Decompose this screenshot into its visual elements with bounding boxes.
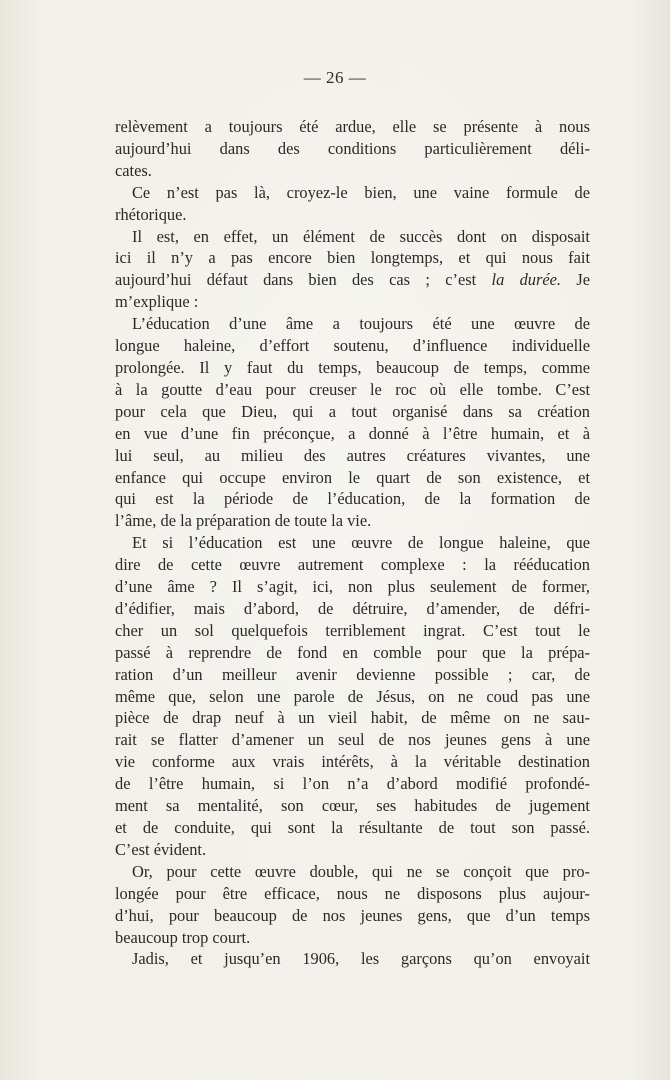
page-number: — 26 —	[303, 68, 367, 87]
text-line-content: vie conforme aux vrais intérêts, à la véritable destination	[115, 752, 590, 772]
text-line	[115, 160, 590, 182]
text-line	[115, 927, 590, 949]
text-line	[115, 510, 590, 532]
text-line	[115, 861, 590, 883]
text-line-content: prolongée. Il y faut du temps, beaucoup de temps, comme	[115, 357, 590, 377]
text-line-content: rait se flatter d’amener un seul de nos jeunes gens à une	[115, 730, 590, 750]
text-line-content: aujourd’hui dans des conditions particulièrement déli-	[115, 138, 590, 158]
text-line	[115, 598, 590, 620]
text-line-content: enfance qui occupe environ le quart de son existence, et	[115, 467, 590, 487]
text-line-content: cates.	[115, 160, 152, 180]
text-line	[115, 335, 590, 357]
text-line-content: m’explique :	[115, 292, 199, 312]
text-line-content: beaucoup trop court.	[115, 927, 251, 947]
text-line	[115, 138, 590, 160]
text-line	[115, 620, 590, 642]
text-line-content: et de conduite, qui sont la résultante de tout son passé.	[115, 818, 590, 837]
text-line	[115, 226, 590, 248]
text-line	[115, 883, 590, 905]
text-line-content: ici il n’y a pas encore bien longtemps, et qui nous fait	[115, 248, 590, 268]
text-line	[115, 905, 590, 927]
text-line	[115, 182, 590, 204]
text-line-content: passé à reprendre de fond en comble pour que la prépa-	[115, 642, 590, 662]
text-line-content: pour cela que Dieu, qui a tout organisé dans sa création	[115, 401, 590, 421]
text-line-content: ment sa mentalité, son cœur, ses habitudes de jugement	[115, 796, 590, 816]
text-line-content: même que, selon une parole de Jésus, on ne coud pas une	[115, 686, 590, 706]
text-line-content: qui est la période de l’éducation, de la formation de	[115, 489, 590, 509]
text-line-content: longue haleine, d’effort soutenu, d’influence individuelle	[115, 336, 590, 356]
text-line	[115, 532, 590, 554]
text-line	[115, 313, 590, 335]
text-line-content: d’une âme ? Il s’agit, ici, non plus seulement de former,	[115, 577, 590, 597]
emphasis-text: la durée.	[491, 270, 562, 290]
text-line-content: Or, pour cette œuvre double, qui ne se conçoit que pro-	[132, 861, 590, 881]
text-line-content: Et si l’éducation est une œuvre de longue haleine, que	[132, 533, 590, 553]
text-line-content: Jadis, et jusqu’en 1906, les garçons qu’on envoyait	[132, 949, 590, 969]
text-line	[115, 116, 590, 138]
text-line	[115, 642, 590, 664]
text-line-content: rhétorique.	[115, 204, 187, 224]
text-line-content: cher un sol quelquefois terriblement ingrat. C’est tout le	[115, 620, 590, 640]
text-line-content: Il est, en effet, un élément de succès dont on disposait	[132, 226, 590, 246]
text-line-content: pièce de drap neuf à un vieil habit, de même on ne sau-	[115, 708, 590, 728]
text-line	[115, 445, 590, 467]
text-line	[115, 357, 590, 379]
text-line	[115, 839, 590, 861]
text-line	[115, 686, 590, 708]
text-line	[115, 554, 590, 576]
text-line	[115, 269, 590, 291]
text-line-content: d’édifier, mais d’abord, de détruire, d’amender, de défri-	[115, 598, 590, 618]
text-line	[115, 467, 590, 489]
text-line-tail: Je	[561, 270, 590, 290]
text-line-content: aujourd’hui défaut dans bien des cas ; c’est	[115, 270, 492, 290]
text-line	[115, 488, 590, 510]
text-line-content: d’hui, pour beaucoup de nos jeunes gens, que d’un temps	[115, 905, 590, 925]
body-text	[115, 116, 590, 970]
text-line-content: dire de cette œuvre autrement complexe : la rééducation	[115, 555, 590, 575]
text-line	[115, 664, 590, 686]
text-line-content: ration d’un meilleur avenir devienne possible ; car, de	[115, 664, 590, 684]
text-line	[115, 423, 590, 445]
text-line-content: C’est évident.	[115, 839, 207, 859]
text-line	[115, 729, 590, 751]
text-line	[115, 707, 590, 729]
text-line-content: à la goutte d’eau pour creuser le roc où elle tombe. C’est	[115, 379, 590, 399]
text-line-content: longée pour être efficace, nous ne disposons plus aujour-	[115, 883, 590, 903]
text-line-content: relèvement a toujours été ardue, elle se présente à nous	[115, 117, 590, 136]
text-line-content: l’âme, de la préparation de toute la vie.	[115, 511, 372, 531]
text-line	[115, 773, 590, 795]
text-line	[115, 291, 590, 313]
text-line-content: de l’être humain, si l’on n’a d’abord modifié profondé-	[115, 774, 590, 794]
text-line	[115, 795, 590, 817]
text-line	[115, 204, 590, 226]
text-line	[115, 948, 590, 970]
text-line-content: Ce n’est pas là, croyez-le bien, une vaine formule de	[132, 182, 590, 202]
text-line-content: L’éducation d’une âme a toujours été une œuvre de	[132, 314, 590, 334]
text-line	[115, 247, 590, 269]
text-line-content: en vue d’une fin préconçue, a donné à l’être humain, et à	[115, 423, 590, 443]
text-line-content: lui seul, au milieu des autres créatures vivantes, une	[115, 445, 590, 465]
text-line	[115, 576, 590, 598]
text-line	[115, 379, 590, 401]
text-line	[115, 401, 590, 423]
text-line	[115, 817, 590, 839]
text-line	[115, 751, 590, 773]
